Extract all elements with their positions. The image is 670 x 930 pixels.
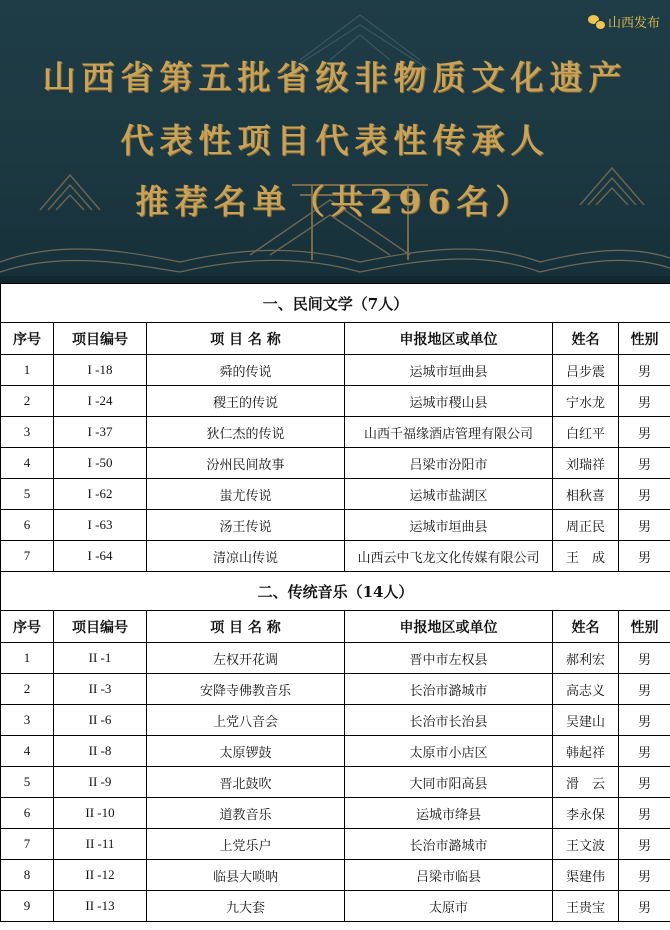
table-row (1, 705, 670, 736)
table-row (1, 798, 670, 829)
table-cell: 李永保 (553, 798, 619, 829)
table-row (1, 479, 670, 510)
table-cell: 王文波 (553, 829, 619, 860)
table-cell: 韩起祥 (553, 736, 619, 767)
table-cell: 男 (619, 674, 670, 705)
title-line-2: 代表性项目代表性传承人 (120, 121, 550, 160)
table-cell: 安降寺佛教音乐 (147, 674, 345, 705)
table-cell: 男 (619, 860, 670, 891)
table-cell: II -1 (54, 643, 147, 674)
table-cell: 男 (619, 417, 670, 448)
column-header-row (1, 611, 670, 643)
table-cell: 男 (619, 479, 670, 510)
table-cell: 宁水龙 (553, 386, 619, 417)
column-header: 性别 (619, 323, 670, 355)
table-cell: 5 (1, 767, 54, 798)
table-cell: II -11 (54, 829, 147, 860)
table-cell: I -37 (54, 417, 147, 448)
table-cell: 2 (1, 386, 54, 417)
table-cell: II -9 (54, 767, 147, 798)
table-cell: 清凉山传说 (147, 541, 345, 572)
table-cell: II -6 (54, 705, 147, 736)
table-cell: 4 (1, 448, 54, 479)
table-cell: 吕梁市临县 (345, 860, 553, 891)
table-cell: 白红平 (553, 417, 619, 448)
table-row (1, 860, 670, 891)
table-row (1, 510, 670, 541)
table-cell: 太原锣鼓 (147, 736, 345, 767)
table-cell: 男 (619, 736, 670, 767)
table-cell: 8 (1, 860, 54, 891)
nominee-table (0, 283, 670, 922)
table-cell: 郝利宏 (553, 643, 619, 674)
title-line-3: 推荐名单（共296名） (135, 182, 535, 221)
table-cell: 临县大唢呐 (147, 860, 345, 891)
table-row (1, 767, 670, 798)
table-cell: 5 (1, 479, 54, 510)
table-row (1, 829, 670, 860)
table-cell: 山西千福缘酒店管理有限公司 (345, 417, 553, 448)
table-cell: 蚩尤传说 (147, 479, 345, 510)
table-cell: 稷王的传说 (147, 386, 345, 417)
section-header (1, 284, 670, 323)
table-cell: 左权开花调 (147, 643, 345, 674)
header-banner (0, 0, 670, 283)
table-cell: 男 (619, 705, 670, 736)
table-cell: 王贵宝 (553, 891, 619, 922)
table-cell: II -10 (54, 798, 147, 829)
table-cell: 男 (619, 448, 670, 479)
table-cell: 吕步震 (553, 355, 619, 386)
column-header: 性别 (619, 611, 670, 643)
table-cell: 男 (619, 767, 670, 798)
table-cell: 狄仁杰的传说 (147, 417, 345, 448)
table-cell: 9 (1, 891, 54, 922)
table-row (1, 674, 670, 705)
table-cell: I -62 (54, 479, 147, 510)
table-cell: 7 (1, 541, 54, 572)
column-header: 序号 (1, 611, 54, 643)
table-cell: I -18 (54, 355, 147, 386)
table-row (1, 643, 670, 674)
table-cell: 刘瑞祥 (553, 448, 619, 479)
watermark-text: 山西发布 (607, 16, 660, 31)
table-cell: 3 (1, 417, 54, 448)
table-cell: 长治市潞城市 (345, 674, 553, 705)
table-row (1, 448, 670, 479)
table-cell: 男 (619, 386, 670, 417)
table-cell: 7 (1, 829, 54, 860)
column-header: 项目编号 (54, 611, 147, 643)
column-header: 项目编号 (54, 323, 147, 355)
table-cell: II -12 (54, 860, 147, 891)
section-title: 一、民间文学（7人） (1, 284, 670, 323)
table-cell: 道教音乐 (147, 798, 345, 829)
table-cell: 运城市垣曲县 (345, 510, 553, 541)
table-cell: I -50 (54, 448, 147, 479)
table-cell: 运城市稷山县 (345, 386, 553, 417)
table-cell: 男 (619, 541, 670, 572)
table-cell: 吕梁市汾阳市 (345, 448, 553, 479)
table-cell: 周正民 (553, 510, 619, 541)
column-header: 申报地区或单位 (345, 611, 553, 643)
column-header: 姓名 (553, 323, 619, 355)
table-row (1, 541, 670, 572)
table-cell: 滑 云 (553, 767, 619, 798)
table-cell: 舜的传说 (147, 355, 345, 386)
table-cell: 汤王传说 (147, 510, 345, 541)
table-cell: 男 (619, 643, 670, 674)
table-cell: 1 (1, 355, 54, 386)
table-cell: II -3 (54, 674, 147, 705)
table-cell: 2 (1, 674, 54, 705)
table-cell: 男 (619, 829, 670, 860)
table-cell: 上党乐户 (147, 829, 345, 860)
table-row (1, 891, 670, 922)
column-header-row (1, 323, 670, 355)
table-cell: 渠建伟 (553, 860, 619, 891)
table-cell: 男 (619, 891, 670, 922)
wechat-icon (588, 15, 604, 28)
table-cell: 运城市盐湖区 (345, 479, 553, 510)
table-row (1, 736, 670, 767)
table-cell: 男 (619, 510, 670, 541)
table-cell: 4 (1, 736, 54, 767)
section-title: 二、传统音乐（14人） (1, 572, 670, 611)
table-cell: I -63 (54, 510, 147, 541)
table-cell: 太原市小店区 (345, 736, 553, 767)
table-cell: 晋中市左权县 (345, 643, 553, 674)
table-cell: 男 (619, 798, 670, 829)
table-cell: I -64 (54, 541, 147, 572)
column-header: 姓名 (553, 611, 619, 643)
table-cell: 九大套 (147, 891, 345, 922)
table-cell: 王 成 (553, 541, 619, 572)
table-cell: 高志义 (553, 674, 619, 705)
table-cell: 运城市绛县 (345, 798, 553, 829)
table-cell: 长治市潞城市 (345, 829, 553, 860)
column-header: 项 目 名 称 (147, 611, 345, 643)
table-row (1, 386, 670, 417)
table-cell: 6 (1, 798, 54, 829)
title-line-1: 山西省第五批省级非物质文化遗产 (42, 58, 628, 97)
table-cell: 汾州民间故事 (147, 448, 345, 479)
watermark (588, 12, 660, 31)
table-cell: 运城市垣曲县 (345, 355, 553, 386)
table-cell: 长治市长治县 (345, 705, 553, 736)
table-cell: 山西云中飞龙文化传媒有限公司 (345, 541, 553, 572)
table-cell: 上党八音会 (147, 705, 345, 736)
table-cell: 相秋喜 (553, 479, 619, 510)
table-cell: 6 (1, 510, 54, 541)
column-header: 项 目 名 称 (147, 323, 345, 355)
table-cell: 大同市阳高县 (345, 767, 553, 798)
column-header: 申报地区或单位 (345, 323, 553, 355)
table-cell: 3 (1, 705, 54, 736)
table-cell: 男 (619, 355, 670, 386)
table-cell: I -24 (54, 386, 147, 417)
table-row (1, 355, 670, 386)
table-cell: II -8 (54, 736, 147, 767)
table-cell: 1 (1, 643, 54, 674)
table-row (1, 417, 670, 448)
table-cell: 吴建山 (553, 705, 619, 736)
column-header: 序号 (1, 323, 54, 355)
table-body (1, 284, 670, 922)
table-cell: II -13 (54, 891, 147, 922)
table-cell: 太原市 (345, 891, 553, 922)
section-header (1, 572, 670, 611)
table-cell: 晋北鼓吹 (147, 767, 345, 798)
